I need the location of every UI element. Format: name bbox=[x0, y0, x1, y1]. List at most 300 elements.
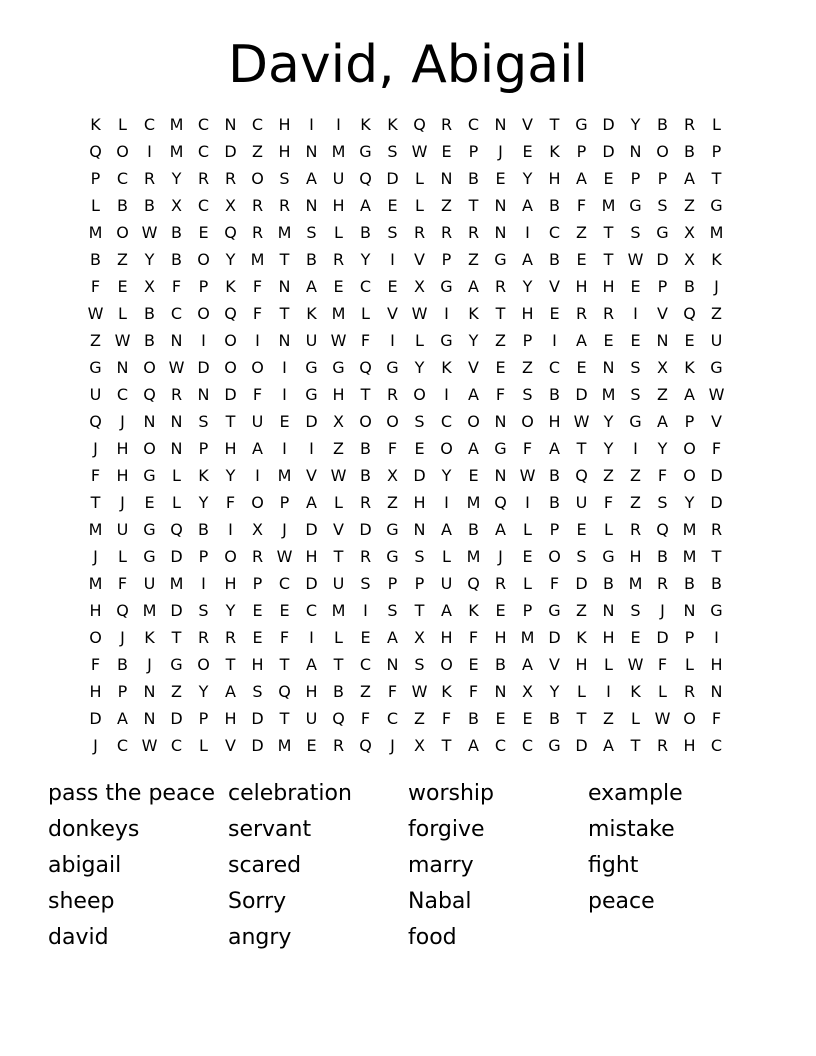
grid-letter[interactable]: R bbox=[224, 169, 237, 188]
grid-letter[interactable]: T bbox=[171, 628, 182, 647]
grid-letter[interactable]: T bbox=[90, 493, 101, 512]
grid-letter[interactable]: X bbox=[144, 277, 155, 296]
grid-letter[interactable]: P bbox=[198, 547, 209, 566]
grid-letter[interactable]: L bbox=[91, 196, 100, 215]
grid-letter[interactable]: I bbox=[552, 331, 557, 350]
grid-letter[interactable]: O bbox=[224, 358, 237, 377]
grid-letter[interactable]: P bbox=[279, 493, 290, 512]
grid-letter[interactable]: T bbox=[360, 385, 371, 404]
grid-letter[interactable]: A bbox=[117, 709, 128, 728]
grid-letter[interactable]: V bbox=[549, 655, 560, 674]
grid-letter[interactable]: T bbox=[576, 709, 587, 728]
grid-letter[interactable]: B bbox=[117, 196, 128, 215]
grid-letter[interactable]: R bbox=[629, 520, 642, 539]
grid-letter[interactable]: S bbox=[522, 385, 533, 404]
grid-letter[interactable]: N bbox=[386, 655, 399, 674]
grid-letter[interactable]: U bbox=[710, 331, 723, 350]
grid-letter[interactable]: A bbox=[252, 439, 263, 458]
grid-letter[interactable]: Q bbox=[332, 709, 345, 728]
grid-letter[interactable]: M bbox=[628, 574, 643, 593]
grid-letter[interactable]: N bbox=[494, 682, 507, 701]
grid-letter[interactable]: G bbox=[710, 358, 723, 377]
grid-letter[interactable]: B bbox=[549, 250, 560, 269]
grid-letter[interactable]: Z bbox=[468, 250, 479, 269]
grid-letter[interactable]: A bbox=[576, 331, 587, 350]
grid-letter[interactable]: X bbox=[414, 277, 425, 296]
grid-letter[interactable]: F bbox=[117, 574, 128, 593]
grid-letter[interactable]: R bbox=[494, 574, 507, 593]
grid-letter[interactable]: O bbox=[251, 358, 264, 377]
grid-letter[interactable]: A bbox=[468, 277, 479, 296]
grid-letter[interactable]: I bbox=[309, 115, 314, 134]
grid-letter[interactable]: K bbox=[144, 628, 155, 647]
grid-letter[interactable]: T bbox=[549, 115, 560, 134]
grid-letter[interactable]: Y bbox=[603, 439, 614, 458]
grid-letter[interactable]: Q bbox=[359, 358, 372, 377]
grid-letter[interactable]: B bbox=[684, 574, 695, 593]
grid-letter[interactable]: E bbox=[603, 331, 614, 350]
grid-letter[interactable]: Y bbox=[657, 439, 668, 458]
grid-letter[interactable]: T bbox=[414, 601, 425, 620]
grid-letter[interactable]: K bbox=[468, 304, 479, 323]
grid-letter[interactable]: L bbox=[631, 709, 640, 728]
grid-letter[interactable]: Z bbox=[603, 709, 614, 728]
grid-letter[interactable]: Z bbox=[495, 331, 506, 350]
grid-letter[interactable]: E bbox=[522, 709, 533, 728]
grid-letter[interactable]: V bbox=[468, 358, 479, 377]
grid-letter[interactable]: M bbox=[682, 520, 697, 539]
grid-letter[interactable]: Y bbox=[522, 277, 533, 296]
grid-letter[interactable]: Q bbox=[116, 601, 129, 620]
grid-letter[interactable]: D bbox=[386, 169, 399, 188]
grid-letter[interactable]: T bbox=[225, 655, 236, 674]
grid-letter[interactable]: G bbox=[143, 466, 156, 485]
grid-letter[interactable]: P bbox=[657, 277, 668, 296]
grid-letter[interactable]: E bbox=[495, 601, 506, 620]
grid-letter[interactable]: N bbox=[413, 520, 426, 539]
grid-letter[interactable]: B bbox=[144, 331, 155, 350]
grid-letter[interactable]: D bbox=[305, 520, 318, 539]
grid-letter[interactable]: D bbox=[224, 385, 237, 404]
grid-letter[interactable]: B bbox=[117, 655, 128, 674]
grid-letter[interactable]: K bbox=[441, 682, 452, 701]
grid-letter[interactable]: R bbox=[683, 115, 696, 134]
grid-letter[interactable]: C bbox=[116, 736, 129, 755]
grid-letter[interactable]: D bbox=[359, 520, 372, 539]
grid-letter[interactable]: F bbox=[90, 466, 101, 485]
grid-letter[interactable]: F bbox=[252, 385, 263, 404]
grid-letter[interactable]: E bbox=[306, 736, 317, 755]
grid-letter[interactable]: F bbox=[549, 574, 560, 593]
grid-letter[interactable]: H bbox=[278, 142, 291, 161]
grid-letter[interactable]: N bbox=[494, 115, 507, 134]
grid-letter[interactable]: V bbox=[306, 466, 317, 485]
grid-letter[interactable]: A bbox=[225, 682, 236, 701]
grid-letter[interactable]: E bbox=[441, 142, 452, 161]
grid-letter[interactable]: C bbox=[197, 196, 210, 215]
grid-letter[interactable]: Y bbox=[225, 601, 236, 620]
grid-letter[interactable]: C bbox=[251, 115, 264, 134]
grid-letter[interactable]: Z bbox=[441, 196, 452, 215]
grid-letter[interactable]: A bbox=[495, 520, 506, 539]
grid-letter[interactable]: N bbox=[143, 709, 156, 728]
grid-letter[interactable]: L bbox=[361, 304, 370, 323]
grid-letter[interactable]: T bbox=[603, 250, 614, 269]
grid-letter[interactable]: N bbox=[629, 142, 642, 161]
grid-letter[interactable]: B bbox=[360, 439, 371, 458]
grid-letter[interactable]: R bbox=[170, 385, 183, 404]
grid-letter[interactable]: H bbox=[440, 628, 453, 647]
grid-letter[interactable]: T bbox=[279, 655, 290, 674]
grid-letter[interactable]: E bbox=[252, 601, 263, 620]
grid-letter[interactable]: N bbox=[710, 682, 723, 701]
grid-letter[interactable]: J bbox=[390, 736, 395, 755]
grid-letter[interactable]: R bbox=[683, 682, 696, 701]
grid-letter[interactable]: D bbox=[251, 736, 264, 755]
grid-letter[interactable]: F bbox=[441, 709, 452, 728]
grid-letter[interactable]: E bbox=[387, 196, 398, 215]
grid-letter[interactable]: R bbox=[413, 223, 426, 242]
grid-letter[interactable]: G bbox=[602, 547, 615, 566]
grid-letter[interactable]: Z bbox=[684, 196, 695, 215]
grid-letter[interactable]: G bbox=[89, 358, 102, 377]
grid-letter[interactable]: P bbox=[711, 142, 722, 161]
grid-letter[interactable]: Q bbox=[467, 574, 480, 593]
grid-letter[interactable]: W bbox=[627, 655, 644, 674]
grid-letter[interactable]: A bbox=[306, 277, 317, 296]
grid-letter[interactable]: E bbox=[495, 169, 506, 188]
grid-letter[interactable]: L bbox=[118, 115, 127, 134]
grid-letter[interactable]: Y bbox=[522, 169, 533, 188]
grid-letter[interactable]: R bbox=[332, 736, 345, 755]
grid-letter[interactable]: X bbox=[522, 682, 533, 701]
grid-letter[interactable]: S bbox=[252, 682, 263, 701]
grid-letter[interactable]: R bbox=[332, 250, 345, 269]
grid-letter[interactable]: Z bbox=[657, 385, 668, 404]
grid-letter[interactable]: G bbox=[170, 655, 183, 674]
grid-letter[interactable]: N bbox=[170, 439, 183, 458]
grid-letter[interactable]: K bbox=[630, 682, 641, 701]
grid-letter[interactable]: M bbox=[169, 115, 184, 134]
grid-letter[interactable]: F bbox=[657, 655, 668, 674]
grid-letter[interactable]: T bbox=[279, 709, 290, 728]
grid-letter[interactable]: B bbox=[549, 709, 560, 728]
grid-letter[interactable]: B bbox=[657, 547, 668, 566]
grid-letter[interactable]: E bbox=[495, 709, 506, 728]
grid-letter[interactable]: E bbox=[252, 628, 263, 647]
grid-letter[interactable]: R bbox=[656, 736, 669, 755]
grid-letter[interactable]: C bbox=[521, 736, 534, 755]
grid-letter[interactable]: R bbox=[251, 547, 264, 566]
grid-letter[interactable]: B bbox=[684, 142, 695, 161]
grid-letter[interactable]: I bbox=[282, 439, 287, 458]
grid-letter[interactable]: I bbox=[228, 520, 233, 539]
grid-letter[interactable]: B bbox=[468, 709, 479, 728]
grid-letter[interactable]: O bbox=[116, 142, 129, 161]
grid-letter[interactable]: W bbox=[330, 466, 347, 485]
grid-letter[interactable]: U bbox=[305, 331, 318, 350]
grid-letter[interactable]: B bbox=[171, 250, 182, 269]
grid-letter[interactable]: C bbox=[116, 169, 129, 188]
grid-letter[interactable]: M bbox=[331, 142, 346, 161]
grid-letter[interactable]: L bbox=[199, 736, 208, 755]
grid-letter[interactable]: Z bbox=[90, 331, 101, 350]
grid-letter[interactable]: E bbox=[414, 439, 425, 458]
grid-letter[interactable]: C bbox=[116, 385, 129, 404]
grid-letter[interactable]: O bbox=[197, 304, 210, 323]
grid-letter[interactable]: E bbox=[279, 601, 290, 620]
grid-letter[interactable]: K bbox=[90, 115, 101, 134]
grid-letter[interactable]: X bbox=[414, 628, 425, 647]
grid-letter[interactable]: O bbox=[656, 142, 669, 161]
grid-letter[interactable]: G bbox=[386, 358, 399, 377]
grid-letter[interactable]: G bbox=[548, 736, 561, 755]
grid-letter[interactable]: A bbox=[522, 196, 533, 215]
grid-letter[interactable]: E bbox=[576, 358, 587, 377]
grid-letter[interactable]: O bbox=[683, 466, 696, 485]
grid-letter[interactable]: B bbox=[684, 277, 695, 296]
grid-letter[interactable]: T bbox=[225, 412, 236, 431]
grid-letter[interactable]: O bbox=[224, 331, 237, 350]
grid-letter[interactable]: H bbox=[224, 439, 237, 458]
grid-letter[interactable]: H bbox=[575, 277, 588, 296]
grid-letter[interactable]: Z bbox=[576, 601, 587, 620]
grid-letter[interactable]: C bbox=[359, 655, 372, 674]
grid-letter[interactable]: O bbox=[467, 412, 480, 431]
grid-letter[interactable]: U bbox=[305, 709, 318, 728]
grid-letter[interactable]: G bbox=[548, 601, 561, 620]
grid-letter[interactable]: L bbox=[658, 682, 667, 701]
grid-letter[interactable]: C bbox=[548, 223, 561, 242]
grid-letter[interactable]: R bbox=[143, 169, 156, 188]
grid-letter[interactable]: U bbox=[575, 493, 588, 512]
grid-letter[interactable]: F bbox=[468, 628, 479, 647]
grid-letter[interactable]: I bbox=[309, 439, 314, 458]
grid-letter[interactable]: W bbox=[708, 385, 725, 404]
grid-letter[interactable]: X bbox=[684, 223, 695, 242]
grid-letter[interactable]: R bbox=[575, 304, 588, 323]
grid-letter[interactable]: B bbox=[306, 250, 317, 269]
grid-letter[interactable]: Z bbox=[603, 466, 614, 485]
grid-letter[interactable]: O bbox=[224, 547, 237, 566]
grid-letter[interactable]: T bbox=[603, 223, 614, 242]
grid-letter[interactable]: F bbox=[90, 277, 101, 296]
grid-letter[interactable]: K bbox=[684, 358, 695, 377]
grid-letter[interactable]: N bbox=[305, 196, 318, 215]
grid-letter[interactable]: Y bbox=[198, 682, 209, 701]
grid-letter[interactable]: S bbox=[306, 223, 317, 242]
grid-letter[interactable]: S bbox=[279, 169, 290, 188]
grid-letter[interactable]: C bbox=[170, 736, 183, 755]
grid-letter[interactable]: H bbox=[224, 709, 237, 728]
grid-letter[interactable]: O bbox=[116, 223, 129, 242]
grid-letter[interactable]: P bbox=[198, 439, 209, 458]
grid-letter[interactable]: Z bbox=[252, 142, 263, 161]
grid-letter[interactable]: I bbox=[390, 331, 395, 350]
grid-letter[interactable]: W bbox=[168, 358, 185, 377]
grid-letter[interactable]: Q bbox=[224, 304, 237, 323]
grid-letter[interactable]: Q bbox=[89, 412, 102, 431]
grid-letter[interactable]: O bbox=[359, 412, 372, 431]
grid-letter[interactable]: S bbox=[198, 601, 209, 620]
grid-letter[interactable]: L bbox=[415, 169, 424, 188]
grid-letter[interactable]: F bbox=[360, 709, 371, 728]
grid-letter[interactable]: J bbox=[660, 601, 665, 620]
grid-letter[interactable]: K bbox=[576, 628, 587, 647]
grid-letter[interactable]: E bbox=[630, 277, 641, 296]
grid-letter[interactable]: R bbox=[602, 304, 615, 323]
grid-letter[interactable]: A bbox=[522, 655, 533, 674]
grid-letter[interactable]: R bbox=[440, 223, 453, 242]
grid-letter[interactable]: E bbox=[360, 628, 371, 647]
grid-letter[interactable]: N bbox=[656, 331, 669, 350]
grid-letter[interactable]: Y bbox=[171, 169, 182, 188]
grid-letter[interactable]: Q bbox=[683, 304, 696, 323]
grid-letter[interactable]: X bbox=[171, 196, 182, 215]
grid-letter[interactable]: W bbox=[411, 142, 428, 161]
grid-letter[interactable]: F bbox=[711, 709, 722, 728]
grid-letter[interactable]: Y bbox=[630, 115, 641, 134]
grid-letter[interactable]: D bbox=[224, 142, 237, 161]
grid-letter[interactable]: F bbox=[279, 628, 290, 647]
grid-letter[interactable]: T bbox=[441, 736, 452, 755]
grid-letter[interactable]: L bbox=[118, 547, 127, 566]
grid-letter[interactable]: V bbox=[711, 412, 722, 431]
grid-letter[interactable]: M bbox=[169, 574, 184, 593]
grid-letter[interactable]: Z bbox=[522, 358, 533, 377]
grid-letter[interactable]: P bbox=[684, 628, 695, 647]
grid-letter[interactable]: P bbox=[576, 142, 587, 161]
grid-letter[interactable]: I bbox=[201, 574, 206, 593]
grid-letter[interactable]: W bbox=[627, 250, 644, 269]
grid-letter[interactable]: P bbox=[522, 331, 533, 350]
grid-letter[interactable]: Z bbox=[630, 466, 641, 485]
grid-letter[interactable]: E bbox=[117, 277, 128, 296]
grid-letter[interactable]: K bbox=[225, 277, 236, 296]
grid-letter[interactable]: E bbox=[522, 142, 533, 161]
grid-letter[interactable]: A bbox=[306, 655, 317, 674]
grid-letter[interactable]: G bbox=[359, 142, 372, 161]
grid-letter[interactable]: L bbox=[172, 493, 181, 512]
grid-letter[interactable]: A bbox=[468, 736, 479, 755]
grid-letter[interactable]: E bbox=[576, 520, 587, 539]
grid-letter[interactable]: G bbox=[629, 412, 642, 431]
grid-letter[interactable]: E bbox=[495, 358, 506, 377]
grid-letter[interactable]: T bbox=[279, 250, 290, 269]
grid-letter[interactable]: Q bbox=[359, 736, 372, 755]
grid-letter[interactable]: M bbox=[466, 547, 481, 566]
grid-letter[interactable]: L bbox=[577, 682, 586, 701]
grid-letter[interactable]: Z bbox=[333, 439, 344, 458]
grid-letter[interactable]: Z bbox=[117, 250, 128, 269]
grid-letter[interactable]: Y bbox=[198, 493, 209, 512]
grid-letter[interactable]: V bbox=[549, 277, 560, 296]
grid-letter[interactable]: T bbox=[576, 439, 587, 458]
grid-letter[interactable]: B bbox=[549, 385, 560, 404]
grid-letter[interactable]: L bbox=[712, 115, 721, 134]
grid-letter[interactable]: Z bbox=[414, 709, 425, 728]
grid-letter[interactable]: D bbox=[548, 628, 561, 647]
grid-letter[interactable]: M bbox=[277, 736, 292, 755]
grid-letter[interactable]: V bbox=[522, 115, 533, 134]
grid-letter[interactable]: I bbox=[255, 331, 260, 350]
grid-letter[interactable]: P bbox=[117, 682, 128, 701]
grid-letter[interactable]: L bbox=[334, 493, 343, 512]
grid-letter[interactable]: N bbox=[278, 277, 291, 296]
grid-letter[interactable]: L bbox=[604, 520, 613, 539]
grid-letter[interactable]: G bbox=[710, 601, 723, 620]
grid-letter[interactable]: M bbox=[88, 520, 103, 539]
grid-letter[interactable]: I bbox=[147, 142, 152, 161]
grid-letter[interactable]: E bbox=[333, 277, 344, 296]
grid-letter[interactable]: O bbox=[143, 439, 156, 458]
grid-letter[interactable]: C bbox=[467, 115, 480, 134]
grid-letter[interactable]: P bbox=[630, 169, 641, 188]
grid-letter[interactable]: U bbox=[89, 385, 102, 404]
grid-letter[interactable]: N bbox=[224, 115, 237, 134]
grid-letter[interactable]: N bbox=[494, 466, 507, 485]
grid-letter[interactable]: X bbox=[333, 412, 344, 431]
grid-letter[interactable]: L bbox=[685, 655, 694, 674]
grid-letter[interactable]: J bbox=[714, 277, 719, 296]
grid-letter[interactable]: D bbox=[305, 412, 318, 431]
grid-letter[interactable]: D bbox=[170, 601, 183, 620]
grid-letter[interactable]: J bbox=[498, 547, 503, 566]
grid-letter[interactable]: G bbox=[494, 439, 507, 458]
grid-letter[interactable]: W bbox=[411, 304, 428, 323]
grid-letter[interactable]: I bbox=[444, 304, 449, 323]
grid-letter[interactable]: Y bbox=[603, 412, 614, 431]
grid-letter[interactable]: D bbox=[89, 709, 102, 728]
grid-letter[interactable]: R bbox=[251, 223, 264, 242]
grid-letter[interactable]: Y bbox=[414, 358, 425, 377]
grid-letter[interactable]: N bbox=[683, 601, 696, 620]
grid-letter[interactable]: A bbox=[576, 169, 587, 188]
grid-letter[interactable]: T bbox=[711, 547, 722, 566]
grid-letter[interactable]: X bbox=[387, 466, 398, 485]
grid-letter[interactable]: L bbox=[334, 628, 343, 647]
grid-letter[interactable]: L bbox=[523, 574, 532, 593]
grid-letter[interactable]: F bbox=[576, 196, 587, 215]
grid-letter[interactable]: G bbox=[494, 250, 507, 269]
grid-letter[interactable]: H bbox=[683, 736, 696, 755]
grid-letter[interactable]: S bbox=[414, 655, 425, 674]
grid-letter[interactable]: P bbox=[198, 277, 209, 296]
grid-letter[interactable]: F bbox=[711, 439, 722, 458]
grid-letter[interactable]: D bbox=[575, 385, 588, 404]
grid-letter[interactable]: T bbox=[711, 169, 722, 188]
grid-letter[interactable]: Z bbox=[630, 493, 641, 512]
grid-letter[interactable]: B bbox=[657, 115, 668, 134]
grid-letter[interactable]: A bbox=[360, 196, 371, 215]
grid-letter[interactable]: F bbox=[522, 439, 533, 458]
grid-letter[interactable]: F bbox=[252, 304, 263, 323]
grid-letter[interactable]: T bbox=[333, 655, 344, 674]
grid-letter[interactable]: N bbox=[170, 412, 183, 431]
grid-letter[interactable]: A bbox=[603, 736, 614, 755]
grid-letter[interactable]: B bbox=[144, 196, 155, 215]
grid-letter[interactable]: I bbox=[201, 331, 206, 350]
grid-letter[interactable]: B bbox=[468, 520, 479, 539]
grid-letter[interactable]: C bbox=[197, 142, 210, 161]
grid-letter[interactable]: A bbox=[549, 439, 560, 458]
grid-letter[interactable]: C bbox=[494, 736, 507, 755]
grid-letter[interactable]: P bbox=[522, 601, 533, 620]
grid-letter[interactable]: X bbox=[684, 250, 695, 269]
grid-letter[interactable]: G bbox=[305, 385, 318, 404]
grid-letter[interactable]: C bbox=[170, 304, 183, 323]
grid-letter[interactable]: H bbox=[89, 601, 102, 620]
